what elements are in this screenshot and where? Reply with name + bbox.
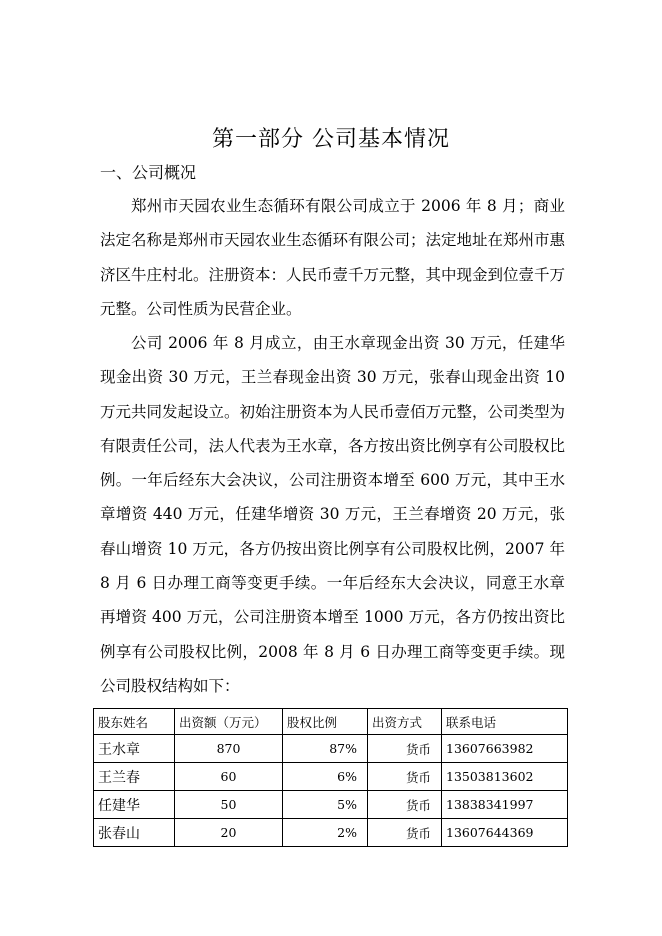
cell-name: 任建华 [94, 791, 175, 819]
cell-phone: 13607644369 [442, 819, 568, 847]
cell-method: 货币 [368, 763, 442, 791]
cell-name: 张春山 [94, 819, 175, 847]
section-heading: 一、公司概况 [100, 163, 197, 182]
table-row [94, 763, 568, 791]
header-method: 出资方式 [368, 709, 442, 735]
cell-method: 货币 [368, 735, 442, 763]
table-row [94, 791, 568, 819]
cell-phone: 13838341997 [442, 791, 568, 819]
cell-ratio: 6% [283, 763, 368, 791]
cell-method: 货币 [368, 819, 442, 847]
paragraph-history: 公司 2006 年 8 月成立，由王水章现金出资 30 万元，任建华现金出资 30 万元，王兰春现金出资 30 万元，张春山现金出资 10 万元共同发起设立。初始注册资本为人民币壹佰万元整，公司类型为有限责任公司，法人代表为王水章，各方按出资比例享有公司股权比例。一年后经东大会决议，公司注册资本增至 600 万元，其中王水章增资 440 万元，任建华增资 30 万元，王兰春增资 20 万元，张春山增资 10 万元，各方仍按出资比例享有公司股权比例，2007 年 8 月 6 日办理工商等变更手续。一年后经东大会决议，同意王水章再增资 400 万元，公司注册资本增至 1000 万元，各方仍按出资比例享有公司股权比例，2008 年 8 月 6 日办理工商等变更手续。现公司股权结构如下： [100, 334, 566, 695]
cell-amount: 50 [175, 791, 283, 819]
header-name: 股东姓名 [94, 709, 175, 735]
cell-phone: 13607663982 [442, 735, 568, 763]
table-row [94, 819, 568, 847]
cell-ratio: 5% [283, 791, 368, 819]
cell-name: 王兰春 [94, 763, 175, 791]
cell-phone: 13503813602 [442, 763, 568, 791]
header-amount: 出资额（万元） [175, 709, 283, 735]
cell-ratio: 87% [283, 735, 368, 763]
header-phone: 联系电话 [442, 709, 568, 735]
table-row [94, 735, 568, 763]
page-title: 第一部分 公司基本情况 [212, 127, 450, 152]
cell-amount: 870 [175, 735, 283, 763]
shareholder-table [93, 708, 568, 847]
cell-method: 货币 [368, 791, 442, 819]
cell-amount: 60 [175, 763, 283, 791]
cell-name: 王水章 [94, 735, 175, 763]
cell-amount: 20 [175, 819, 283, 847]
table-header-row [94, 709, 568, 735]
cell-ratio: 2% [283, 819, 368, 847]
header-ratio: 股权比例 [283, 709, 368, 735]
paragraph-overview: 郑州市天园农业生态循环有限公司成立于 2006 年 8 月；商业法定名称是郑州市天园农业生态循环有限公司；法定地址在郑州市惠济区牛庄村北。注册资本：人民币壹千万元整，其中现金到位壹千万元整。公司性质为民营企业。 [100, 197, 566, 318]
